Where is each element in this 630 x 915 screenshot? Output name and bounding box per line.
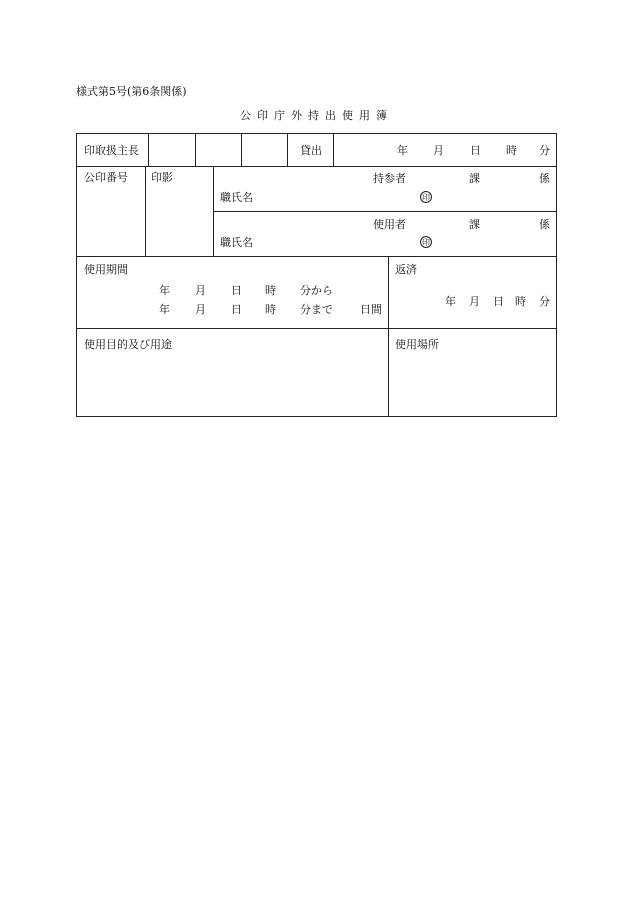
- user-section: 課: [469, 218, 480, 231]
- col-divider: [241, 134, 242, 166]
- days-label: 日間: [360, 303, 382, 316]
- lending-label: 貸出: [300, 144, 322, 157]
- from-hour: 時: [265, 284, 276, 297]
- from-minute: 分から: [300, 284, 333, 297]
- seal-manager-label: 印取扱主長: [84, 144, 139, 157]
- to-year: 年: [159, 303, 170, 316]
- form-number: 様式第5号(第6条関係): [76, 85, 187, 98]
- bearer-unit: 係: [539, 172, 550, 185]
- user-unit: 係: [539, 218, 550, 231]
- col-divider: [195, 134, 196, 166]
- user-label: 使用者: [373, 218, 406, 231]
- row-divider: [77, 256, 556, 257]
- col-divider: [333, 134, 334, 166]
- bearer-label: 持参者: [373, 172, 406, 185]
- col-divider: [213, 166, 214, 256]
- col-divider: [287, 134, 288, 166]
- form-title: 公印庁外持出使用簿: [240, 109, 393, 122]
- return-year: 年: [445, 295, 456, 308]
- return-label: 返済: [395, 263, 417, 276]
- return-day: 日: [493, 295, 504, 308]
- return-month: 月: [469, 295, 480, 308]
- return-hour: 時: [515, 295, 526, 308]
- lending-day: 日: [470, 144, 481, 157]
- bearer-section: 課: [469, 172, 480, 185]
- to-minute: 分まで: [300, 303, 333, 316]
- to-day: 日: [231, 303, 242, 316]
- row-divider: [213, 211, 556, 212]
- row-divider: [77, 328, 556, 329]
- user-seal-icon: 印: [422, 238, 430, 247]
- col-divider: [148, 134, 149, 166]
- user-name-label: 職氏名: [220, 236, 253, 249]
- lending-minute: 分: [539, 144, 550, 157]
- seal-usage-form: [76, 133, 557, 417]
- from-year: 年: [159, 284, 170, 297]
- bearer-name-label: 職氏名: [220, 191, 253, 204]
- usage-period-label: 使用期間: [84, 263, 128, 276]
- from-month: 月: [195, 284, 206, 297]
- lending-hour: 時: [506, 144, 517, 157]
- row-divider: [77, 166, 556, 167]
- return-minute: 分: [539, 295, 550, 308]
- lending-year: 年: [397, 144, 408, 157]
- col-divider: [388, 256, 389, 416]
- purpose-label: 使用目的及び用途: [84, 338, 172, 351]
- seal-impression-label: 印影: [151, 171, 173, 184]
- to-hour: 時: [265, 303, 276, 316]
- col-divider: [145, 166, 146, 256]
- place-label: 使用場所: [395, 338, 439, 351]
- from-day: 日: [231, 284, 242, 297]
- lending-month: 月: [433, 144, 444, 157]
- seal-number-label: 公印番号: [84, 171, 128, 184]
- bearer-seal-icon: 印: [422, 193, 430, 202]
- to-month: 月: [195, 303, 206, 316]
